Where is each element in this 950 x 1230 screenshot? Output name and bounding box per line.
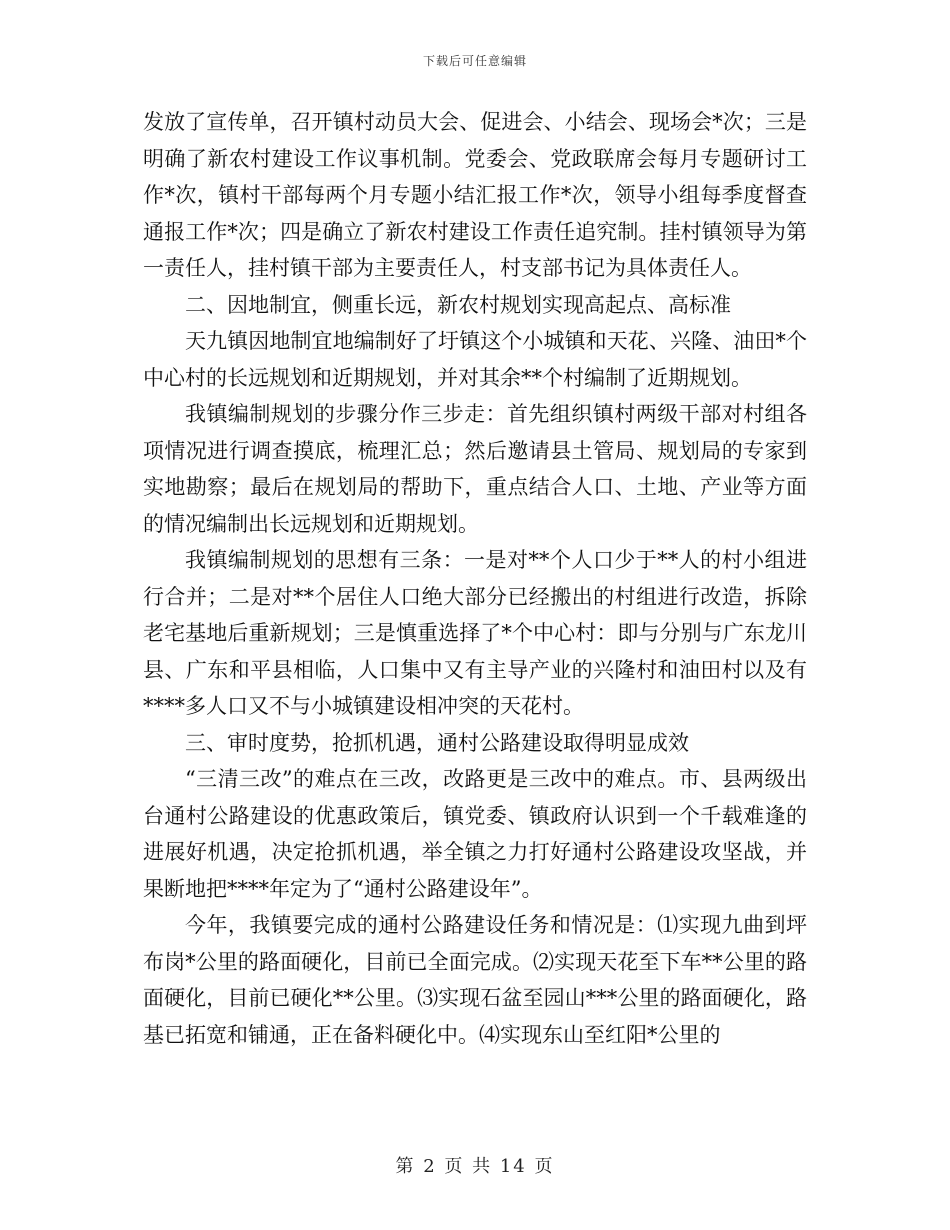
section-heading-3: 三、审时度势，抢抓机遇，通村公路建设取得明显成效 <box>185 730 689 755</box>
paragraph-7: “三清三改”的难点在三改，改路更是三改中的难点。市、县两级出台通村公路建设的优惠政策后，镇党委、镇政府认识到一个千载难逢的进展好机遇，决定抢抓机遇，举全镇之力打好通村公路建设攻坚战，并果断地把****年定为了“通村公路建设年”。 <box>143 767 807 901</box>
paragraph-8: 今年，我镇要完成的通村公路建设任务和情况是：⑴实现九曲到坪布岗*公里的路面硬化，目前已全面完成。⑵实现天花至下车**公里的路面硬化，目前已硬化**公里。⑶实现石盆至园山***公里的路面硬化，路基已拓宽和铺通，正在备料硬化中。⑷实现东山至红阳*公里的 <box>143 913 807 1047</box>
page-header: 下载后可任意编辑 <box>422 54 527 68</box>
document-body <box>143 104 807 1053</box>
paragraph-1: 发放了宣传单，召开镇村动员大会、促进会、小结会、现场会*次；三是明确了新农村建设工作议事机制。党委会、党政联席会每月专题研讨工作*次，镇村干部每两个月专题小结汇报工作*次，领导小组每季度督查通报工作*次；四是确立了新农村建设工作责任追究制。挂村镇领导为第一责任人，挂村镇干部为主要责任人，村支部书记为具体责任人。 <box>143 110 807 280</box>
paragraph-3: 天九镇因地制宜地编制好了圩镇这个小城镇和天花、兴隆、油田*个中心村的长远规划和近期规划，并对其余**个村编制了近期规划。 <box>143 329 807 390</box>
paragraph-4: 我镇编制规划的步骤分作三步走：首先组织镇村两级干部对村组各项情况进行调查摸底，梳理汇总；然后邀请县土管局、规划局的专家到实地勘察；最后在规划局的帮助下，重点结合人口、土地、产业等方面的情况编制出长远规划和近期规划。 <box>143 402 807 536</box>
page-footer: 第 2 页 共 14 页 <box>395 1156 555 1177</box>
paragraph-5: 我镇编制规划的思想有三条：一是对**个人口少于**人的村小组进行合并；二是对**个居住人口绝大部分已经搬出的村组进行改造，拆除老宅基地后重新规划；三是慎重选择了*个中心村：即与分别与广东龙川县、广东和平县相临，人口集中又有主导产业的兴隆村和油田村以及有****多人口又不与小城镇建设相冲突的天花村。 <box>143 548 807 718</box>
section-heading-2: 二、因地制宜，侧重长远，新农村规划实现高起点、高标准 <box>185 292 731 317</box>
